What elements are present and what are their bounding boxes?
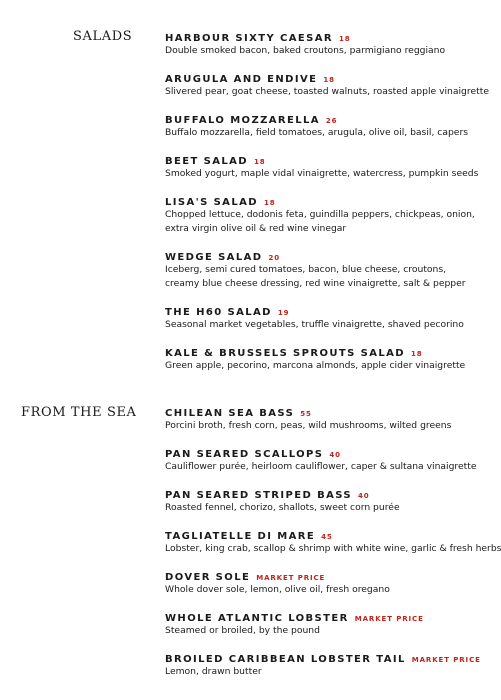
menu-item-name: LISA'S SALAD [165, 197, 258, 208]
menu-item-description: extra virgin olive oil & red wine vinegar [165, 223, 347, 234]
menu-item-header [165, 30, 495, 44]
menu-item-description: Roasted fennel, chorizo, shallots, sweet corn purée [165, 502, 400, 513]
menu-item-description: creamy blue cheese dressing, red wine vinaigrette, salt & pepper [165, 278, 466, 289]
menu-item-price: 18 [338, 35, 351, 43]
menu-item-description: Porcini broth, fresh corn, peas, wild mushrooms, wilted greens [165, 420, 452, 431]
menu-item-header [165, 112, 495, 126]
menu-item-header [165, 304, 495, 318]
menu-item-description: Lobster, king crab, scallop & shrimp with white wine, garlic & fresh herbs [165, 543, 501, 554]
menu-item-price: 55 [300, 410, 312, 418]
menu-item-header [165, 194, 495, 208]
menu-item-name: DOVER SOLE [165, 572, 251, 583]
menu-item [165, 249, 495, 291]
menu-item-header [165, 446, 495, 460]
menu-item-name: THE H60 SALAD [165, 307, 272, 318]
menu-item-name: PAN SEARED STRIPED BASS [165, 490, 352, 501]
menu-item-description: Double smoked bacon, baked croutons, parmigiano reggiano [165, 45, 446, 56]
menu-item [165, 194, 495, 236]
menu-item-header [165, 569, 495, 583]
menu-item [165, 153, 495, 181]
menu-item-price: 18 [253, 158, 266, 166]
menu-item-description: Lemon, drawn butter [165, 666, 262, 677]
menu-item [165, 304, 495, 332]
menu-item-name: PAN SEARED SCALLOPS [165, 449, 324, 460]
menu-item-price: 20 [268, 254, 280, 262]
menu-item-name: BUFFALO MOZZARELLA [165, 115, 320, 126]
menu-item-name: BEET SALAD [165, 156, 248, 167]
section-salads-items [165, 30, 495, 373]
menu-item-header [165, 528, 495, 542]
menu-item [165, 651, 495, 679]
menu-item-name: ARUGULA AND ENDIVE [165, 74, 318, 85]
menu-item-name: BROILED CARIBBEAN LOBSTER TAIL [165, 654, 406, 665]
menu-item [165, 71, 495, 99]
menu-item-description: Steamed or broiled, by the pound [165, 625, 320, 636]
menu-item-description: Green apple, pecorino, marcona almonds, apple cider vinaigrette [165, 360, 466, 371]
section-title-salads: SALADS [73, 29, 133, 44]
menu-item-header [165, 487, 495, 501]
menu-item-header [165, 610, 495, 624]
menu-item-description: Smoked yogurt, maple vidal vinaigrette, watercress, pumpkin seeds [165, 168, 479, 179]
menu-item-description: Buffalo mozzarella, field tomatoes, arugula, olive oil, basil, capers [165, 127, 469, 138]
menu-item-description: Iceberg, semi cured tomatoes, bacon, blue cheese, croutons, [165, 264, 447, 275]
menu-item-price: 40 [329, 451, 341, 459]
menu-item-price: 40 [358, 492, 370, 500]
menu-item [165, 610, 495, 638]
menu-item-header [165, 153, 495, 167]
section-title-from-the-sea: FROM THE SEA [21, 405, 137, 420]
menu-item [165, 528, 501, 556]
menu-item-header [165, 651, 495, 665]
menu-item-name: WEDGE SALAD [165, 252, 263, 263]
menu-item [165, 405, 495, 433]
menu-item [165, 569, 495, 597]
menu-item-name: WHOLE ATLANTIC LOBSTER [165, 613, 349, 624]
menu-item-header [165, 405, 495, 419]
menu-item-name: CHILEAN SEA BASS [165, 408, 295, 419]
menu-item-price: MARKET PRICE [256, 574, 326, 582]
menu-item-price: MARKET PRICE [354, 615, 424, 623]
menu-item [165, 487, 495, 515]
menu-item-name: TAGLIATELLE DI MARE [165, 531, 316, 542]
menu-item-header [165, 71, 495, 85]
menu-item-description: Seasonal market vegetables, truffle vinaigrette, shaved pecorino [165, 319, 464, 330]
menu-item [165, 112, 495, 140]
menu-item-description: Whole dover sole, lemon, olive oil, fresh oregano [165, 584, 390, 595]
menu-item-name: KALE & BRUSSELS SPROUTS SALAD [165, 348, 405, 359]
menu-item-description: Cauliflower purée, heirloom cauliflower, caper & sultana vinaigrette [165, 461, 477, 472]
menu-item-price: 19 [277, 309, 290, 317]
menu-item-price: MARKET PRICE [411, 656, 481, 664]
menu-item-price: 45 [321, 533, 333, 541]
menu-item-price: 26 [325, 117, 338, 125]
menu-item-price: 18 [410, 350, 423, 358]
menu-item-description: Slivered pear, goat cheese, toasted walnuts, roasted apple vinaigrette [165, 86, 489, 97]
menu-item-name: HARBOUR SIXTY CAESAR [165, 33, 333, 44]
menu-item [165, 345, 495, 373]
menu-item-price: 18 [263, 199, 276, 207]
menu-item-header [165, 345, 495, 359]
menu-item-description: Chopped lettuce, dodonis feta, guindilla peppers, chickpeas, onion, [165, 209, 475, 220]
section-from-the-sea-items [165, 405, 501, 679]
menu-item-price: 18 [323, 76, 335, 84]
menu-item [165, 30, 495, 58]
menu-item-header [165, 249, 495, 263]
menu-item [165, 446, 495, 474]
